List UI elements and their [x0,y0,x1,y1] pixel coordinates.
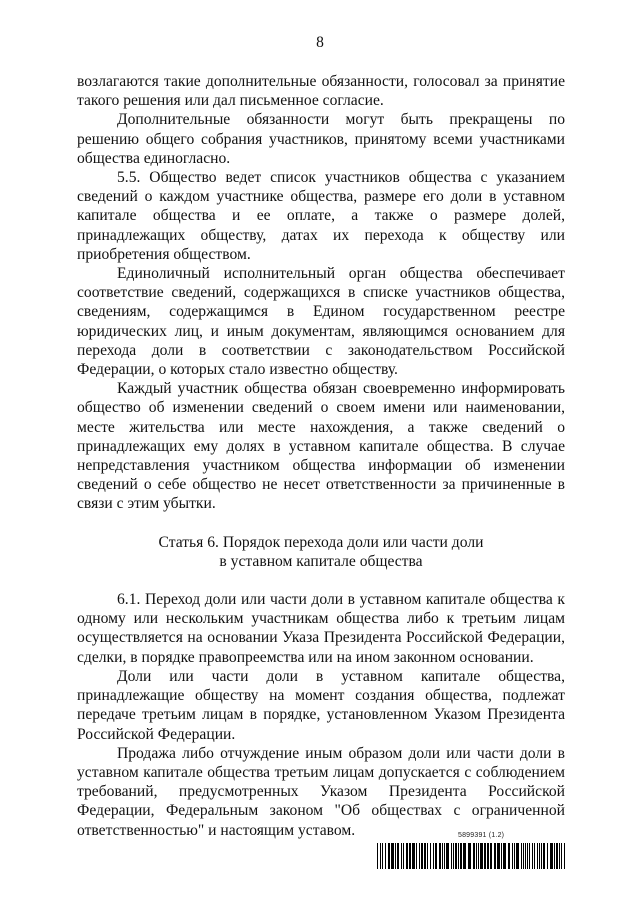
barcode-icon [377,843,565,869]
page-number: 8 [316,34,324,51]
paragraph: Единоличный исполнительный орган общества обеспечивает соответствие сведений, содержащихся в списке участников общества, сведениям, содержащимся в Едином государственном реестре юридических лиц, и иным документам, являющимся основанием для перехода доли в соответствии с законодательством Российской Федерации, о которых стало известно обществу. [77,265,565,379]
article-heading-line: Статья 6. Порядок перехода доли или части доли [158,533,484,551]
paragraph: Продажа либо отчуждение иным образом доли или части доли в уставном капитале общества третьим лицам допускается с соблюдением требований, предусмотренных Указом Президента Российской Федерации, Федеральным законом "Об обществах с ограниченной ответственностью" и настоящим уставом. [77,744,565,839]
paragraph: 6.1. Переход доли или части доли в уставном капитале общества к одному или нескольким участникам общества либо к третьим лицам осуществляется на основании Указа Президента Российской Федерации, сделки, в порядке правопреемства или на ином законном основании. [77,591,565,666]
barcode [377,832,565,880]
article-heading-line: в уставном капитале общества [219,552,423,570]
article-heading [77,533,565,571]
barcode-caption: 5899391 (1.2) [458,832,505,839]
paragraph: Доли или части доли в уставном капитале общества, принадлежащие обществу на момент создания общества, подлежат передаче третьим лицам в порядке, установленном Указом Президента Российской Федерации. [77,667,565,743]
paragraph: возлагаются такие дополнительные обязанности, голосовал за принятие такого решения или дал письменное согласие. [77,73,565,110]
paragraph: Дополнительные обязанности могут быть прекращены по решению общего собрания участников, принятому всеми участниками общества единогласно. [77,111,565,167]
paragraph: 5.5. Общество ведет список участников общества с указанием сведений о каждом участнике общества, размере его доли в уставном капитале общества и ее оплате, а также о размере долей, принадлежащих обществу, датах их перехода к обществу или приобретения обществом. [77,169,565,263]
document-body [77,72,565,840]
paragraph: Каждый участник общества обязан своевременно информировать общество об изменении сведений о своем имени или наименовании, месте жительства или месте нахождения, а также сведений о принадлежащих ему долях в уставном капитале общества. В случае непредставления участником общества информации об изменении сведений о себе общество не несет ответственности за причиненные в связи с этим убытки. [77,380,565,513]
